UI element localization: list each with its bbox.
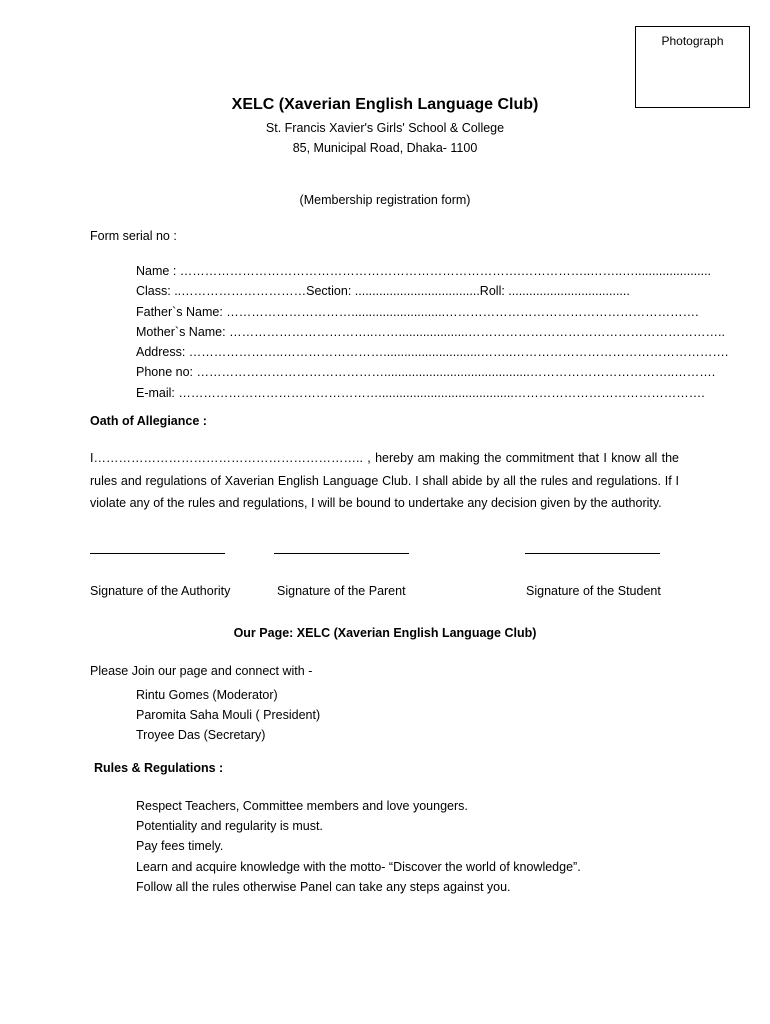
form-type: (Membership registration form)	[299, 193, 471, 207]
oath-text: I……………………………………………………….. , hereby am making the commitment that I know all the rules and regulations of Xaverian English Language Club. I shall abide by all the rules and regulations. If I violate any of the rules and regulations, I will be bound to undertake any decision given by the authority.	[90, 451, 679, 510]
field-mother-name[interactable]: Mother`s Name: ……………………………..……....................……………………………………………………..	[136, 324, 725, 339]
field-address[interactable]: Address: …………………..……………………............................……..…………………………………………….	[136, 345, 729, 360]
rule-item: Learn and acquire knowledge with the motto- “Discover the world of knowledge”.	[136, 859, 581, 874]
contacts-list	[90, 685, 736, 746]
rule-item: Pay fees timely.	[136, 839, 224, 854]
field-father-name[interactable]: Father`s Name: …………………………...........................…………………………………………………….	[136, 304, 699, 319]
photograph-label: Photograph	[661, 34, 724, 48]
school-address: 85, Municipal Road, Dhaka- 1100	[292, 141, 478, 155]
rules-list	[90, 796, 756, 897]
contact-item: Troyee Das (Secretary)	[136, 728, 266, 743]
student-signature-label: Signature of the Student	[526, 584, 661, 598]
rule-item: Respect Teachers, Committee members and love youngers.	[136, 799, 468, 813]
rule-item: Potentiality and regularity is must.	[136, 819, 323, 834]
rules-heading: Rules & Regulations :	[94, 761, 224, 775]
form-title: XELC (Xaverian English Language Club)	[231, 96, 539, 113]
rule-item: Follow all the rules otherwise Panel can take any steps against you.	[136, 879, 511, 894]
authority-signature-label: Signature of the Authority	[90, 584, 231, 598]
our-page-heading: Our Page: XELC (Xaverian English Language Club)	[233, 626, 537, 640]
contact-item: Paromita Saha Mouli ( President)	[136, 708, 321, 723]
contact-item: Rintu Gomes (Moderator)	[136, 688, 278, 702]
form-serial-label: Form serial no :	[90, 229, 177, 243]
field-name[interactable]: Name : ……………………………………………………………………….……………..……..…......................	[136, 264, 712, 278]
registration-fields-list	[90, 261, 736, 403]
parent-signature-line[interactable]	[274, 553, 409, 554]
field-phone[interactable]: Phone no: ………………………………………..........................................……………………………..……….	[136, 365, 716, 380]
field-class-section-roll[interactable]: Class: ..…………………………Section: ....................................Roll: ...................................	[136, 284, 630, 299]
oath-heading: Oath of Allegiance :	[90, 414, 207, 428]
parent-signature-label: Signature of the Parent	[277, 584, 406, 598]
student-signature-line[interactable]	[525, 553, 660, 554]
school-name: St. Francis Xavier's Girls' School & College	[265, 121, 505, 135]
join-text: Please Join our page and connect with -	[90, 664, 313, 678]
field-email[interactable]: E-mail: ………………………………………….......................................……………………………………….	[136, 385, 705, 400]
authority-signature-line[interactable]	[90, 553, 225, 554]
